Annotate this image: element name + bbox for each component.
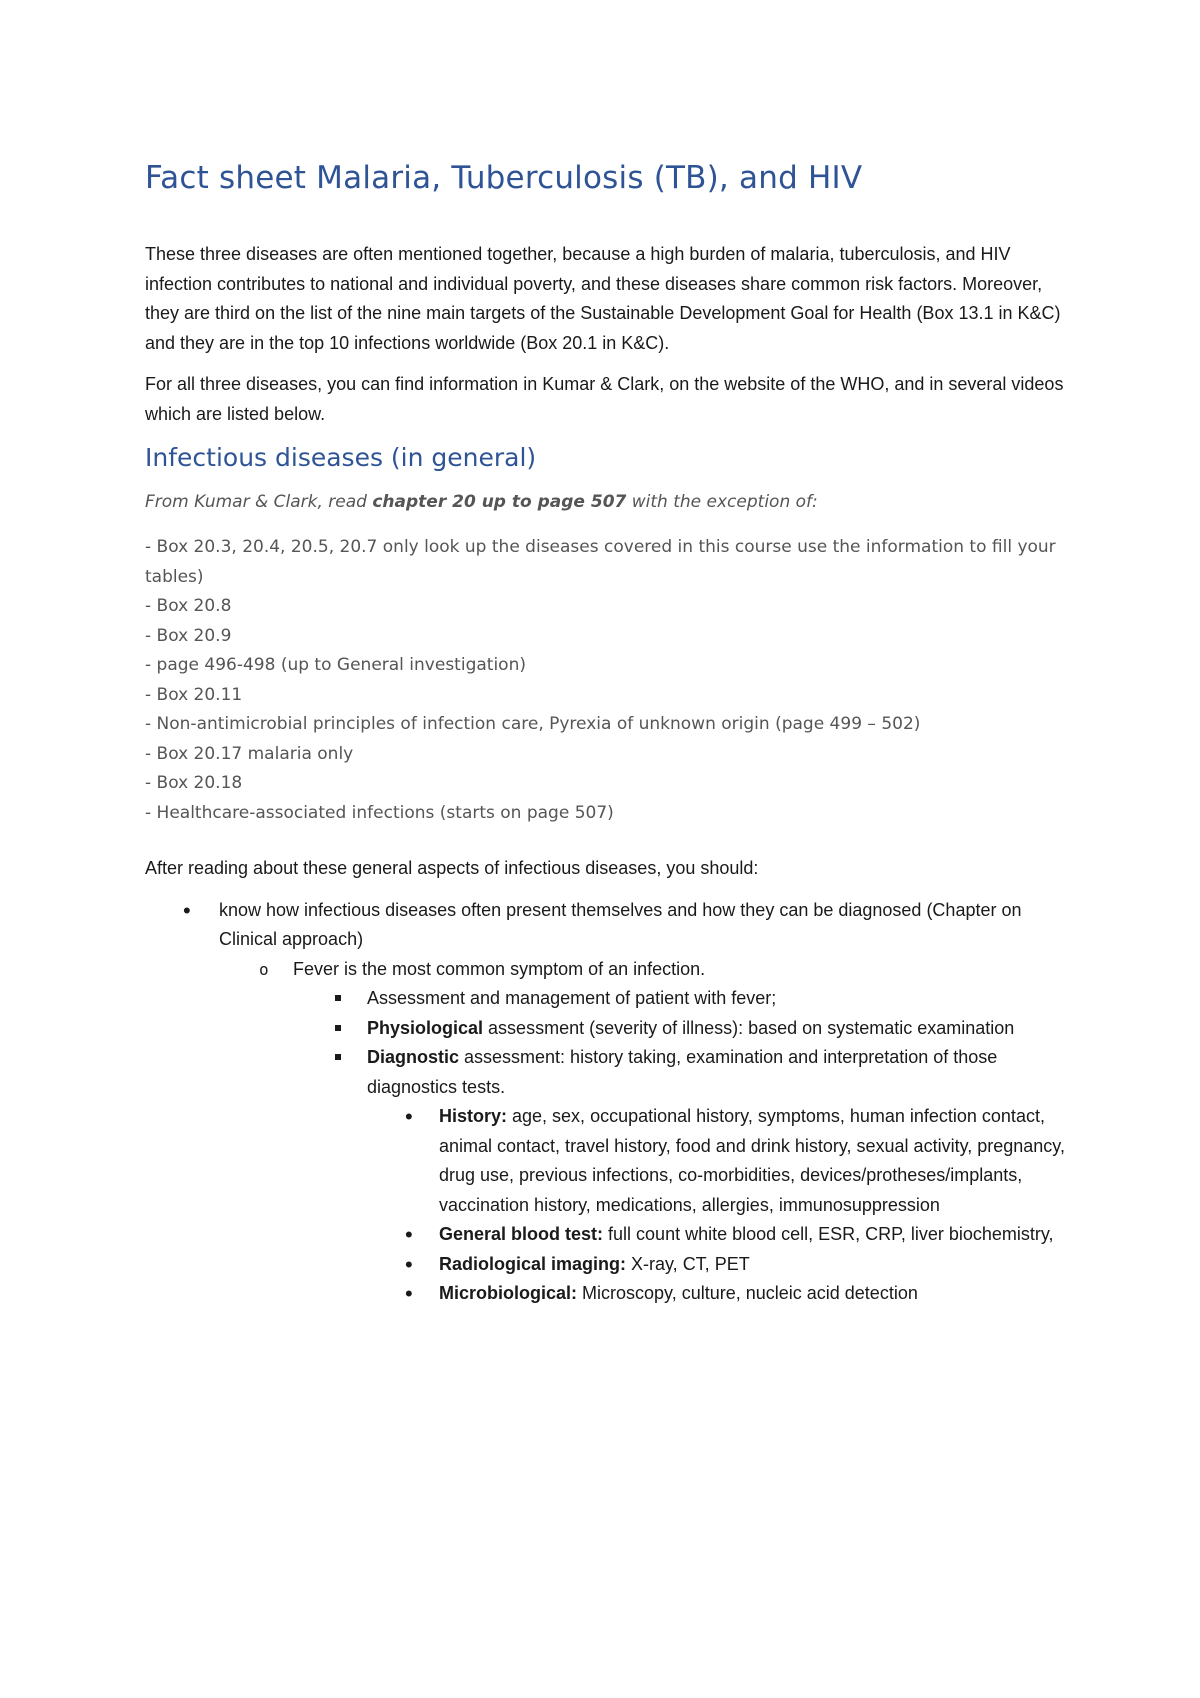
diagnostic-text: Microscopy, culture, nucleic acid detection [577,1283,918,1303]
diagnostics-list [367,1102,1065,1309]
sub-list [219,955,1065,1309]
diagnostic-label: Microbiological: [439,1283,578,1303]
exception-item: - page 496-498 (up to General investigation) [145,655,526,675]
document-content [145,160,1065,1309]
reading-intro-text-end: with the exception of: [626,492,818,512]
exception-item: - Box 20.17 malaria only [145,743,354,764]
list-item [293,984,1065,1014]
section-heading: Infectious diseases (in general) [145,443,537,472]
exceptions-list [145,533,1065,828]
list-item [367,1220,1065,1250]
exception-item: - Box 20.3, 20.4, 20.5, 20.7 only look up the diseases covered in this course use the information to fill your tables) [145,537,1056,587]
diagnostic-text: age, sex, occupational history, symptoms, human infection contact, animal contact, travel history, food and drink history, sexual activity, pregnancy, drug use, previous infections, co-morbidities, devices/protheses/implants, vaccination history, medications, allergies, immunosuppression [439,1106,1065,1215]
list-item [293,1014,1065,1044]
diagnostic-label: General blood test: [439,1224,604,1244]
objective-text: know how infectious diseases often present themselves and how they can be diagnosed (Chapter on Clinical approach) [219,899,1022,949]
assessment-label: Physiological [367,1017,484,1038]
list-item [145,896,1065,1309]
assessment-text: assessment: history taking, examination and interpretation of those diagnostics tests. [367,1047,998,1097]
reading-intro-text: From Kumar & Clark, read [145,492,373,512]
reading-intro [145,489,1065,516]
fever-text: Fever is the most common symptom of an infection. [293,958,706,979]
page-title: Fact sheet Malaria, Tuberculosis (TB), and HIV [145,160,863,196]
list-item [367,1102,1065,1220]
exception-item: - Healthcare-associated infections (starts on page 507) [145,802,614,823]
assessment-text: assessment (severity of illness): based on systematic examination [483,1017,1015,1038]
exception-item: - Non-antimicrobial principles of infection care, Pyrexia of unknown origin (page 499 – 502) [145,714,921,734]
exception-item: - Box 20.18 [145,773,243,793]
objectives-list [145,896,1065,1309]
resources-paragraph: For all three diseases, you can find information in Kumar & Clark, on the website of the WHO, and in several videos which are listed below. [145,374,1064,424]
exception-item: - Box 20.8 [145,596,232,616]
diagnostic-text: X-ray, CT, PET [626,1253,750,1274]
list-item [367,1279,1065,1309]
diagnostic-label: History: [439,1106,508,1126]
assessment-list [293,984,1065,1309]
after-reading-text: After reading about these general aspects of infectious diseases, you should: [145,858,759,878]
exception-item: - Box 20.11 [145,684,243,705]
reading-intro-chapter: chapter 20 up to page 507 [372,492,627,512]
diagnostic-label: Radiological imaging: [439,1253,627,1274]
list-item [293,1043,1065,1309]
list-item [367,1250,1065,1280]
list-item [219,955,1065,1309]
diagnostic-text: full count white blood cell, ESR, CRP, liver biochemistry, [603,1224,1054,1244]
assessment-text: Assessment and management of patient with fever; [367,988,777,1008]
assessment-label: Diagnostic [367,1047,460,1067]
intro-paragraph: These three diseases are often mentioned together, because a high burden of malaria, tuberculosis, and HIV infection contributes to national and individual poverty, and these diseases share common risk factors. Moreover, they are third on the list of the nine main targets of the Sustainable Development Goal for Health (Box 13.1 in K&C) and they are in the top 10 infections worldwide (Box 20.1 in K&C). [145,244,1061,353]
exception-item: - Box 20.9 [145,625,232,646]
